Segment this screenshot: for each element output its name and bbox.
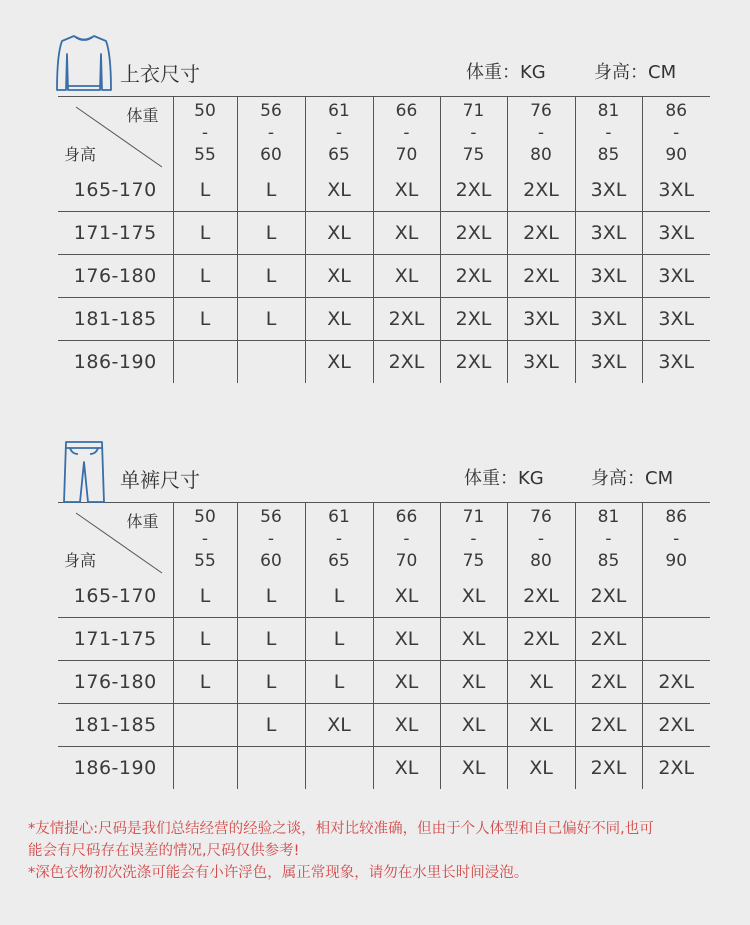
size-cell: XL [305, 169, 373, 212]
corner-weight-label: 体重 [126, 512, 159, 531]
size-cell: L [305, 618, 373, 661]
height-range-cell: 181-185 [58, 298, 173, 341]
range-dash: - [201, 123, 209, 143]
weight-range-min: 81 [597, 101, 620, 121]
size-cell: XL [373, 618, 440, 661]
wash-note: *深色衣物初次洗涤可能会有小许浮色，属正常现象，请勿在水里长时间浸泡。 [28, 865, 529, 881]
weight-range-header [507, 503, 575, 576]
top-size-header [0, 28, 750, 96]
size-cell: XL [507, 747, 575, 790]
weight-range-header [237, 97, 305, 170]
height-range-cell: 176-180 [58, 255, 173, 298]
size-cell: L [237, 212, 305, 255]
size-cell: 2XL [507, 212, 575, 255]
size-cell: 2XL [440, 212, 507, 255]
weight-range-max: 55 [194, 551, 216, 571]
size-cell: L [237, 618, 305, 661]
range-dash: - [267, 123, 275, 143]
size-cell: L [173, 255, 237, 298]
size-cell [642, 618, 710, 661]
size-cell: 2XL [642, 747, 710, 790]
table-row [58, 298, 710, 341]
size-cell: 3XL [642, 341, 710, 384]
weight-range-max: 55 [194, 145, 216, 165]
top-size-table [58, 96, 710, 383]
size-cell [642, 575, 710, 618]
size-cell: 2XL [575, 618, 642, 661]
weight-range-header [373, 97, 440, 170]
weight-range-max: 90 [665, 145, 688, 165]
range-dash: - [335, 123, 343, 143]
size-cell: 2XL [575, 704, 642, 747]
size-cell: XL [373, 169, 440, 212]
weight-range-max: 75 [462, 145, 485, 165]
corner-weight-label: 体重 [126, 106, 159, 125]
size-cell: XL [440, 618, 507, 661]
weight-range-min: 71 [462, 507, 485, 527]
size-cell [305, 747, 373, 790]
weight-range-header [575, 97, 642, 170]
size-cell: 2XL [440, 341, 507, 384]
size-cell: 2XL [575, 575, 642, 618]
weight-range-header [642, 503, 710, 576]
weight-range-min: 86 [665, 507, 688, 527]
size-cell: XL [440, 575, 507, 618]
range-dash: - [673, 529, 680, 549]
weight-range-header [237, 503, 305, 576]
weight-range-header [173, 97, 237, 170]
size-cell: XL [440, 661, 507, 704]
size-cell: 2XL [373, 298, 440, 341]
size-cell: L [237, 169, 305, 212]
table-header-row [58, 503, 710, 576]
size-cell: XL [440, 747, 507, 790]
weight-range-min: 66 [395, 101, 418, 121]
table-row [58, 618, 710, 661]
range-dash: - [403, 529, 410, 549]
size-cell: L [173, 575, 237, 618]
size-cell: L [237, 704, 305, 747]
range-dash: - [335, 529, 343, 549]
size-cell: L [173, 212, 237, 255]
weight-range-max: 65 [328, 551, 350, 571]
size-cell: L [237, 255, 305, 298]
range-dash: - [470, 123, 477, 143]
size-cell: 3XL [575, 255, 642, 298]
size-cell: 3XL [575, 298, 642, 341]
size-cell: XL [507, 704, 575, 747]
weight-range-max: 70 [395, 145, 418, 165]
size-cell: 3XL [575, 169, 642, 212]
top-size-section [0, 28, 750, 383]
weight-range-min: 50 [194, 507, 216, 527]
weight-range-header [440, 97, 507, 170]
corner-cell [58, 503, 173, 576]
table-row [58, 341, 710, 384]
pants-size-section [0, 434, 750, 789]
size-cell: XL [305, 255, 373, 298]
size-cell [173, 704, 237, 747]
pants-size-header [0, 434, 750, 502]
height-range-cell: 186-190 [73, 757, 157, 779]
size-cell: XL [507, 661, 575, 704]
size-cell: L [173, 298, 237, 341]
size-cell [237, 747, 305, 790]
height-range-cell: 165-170 [58, 169, 173, 212]
height-unit-label: 身高：CM [594, 62, 677, 83]
size-cell: 3XL [507, 298, 575, 341]
height-range-cell: 181-185 [58, 704, 173, 747]
size-cell: XL [440, 704, 507, 747]
size-note-line-1: *友情提心:尺码是我们总结经营的经验之谈，相对比较准确，但由于个人体型和自己偏好不同,也可 [28, 821, 654, 837]
size-cell [237, 341, 305, 384]
size-cell: XL [305, 341, 373, 384]
size-cell: XL [373, 575, 440, 618]
size-note-line-2: 能会有尺码存在误差的情况,尺码仅供参考! [28, 843, 300, 859]
height-unit-label: 身高：CM [591, 468, 674, 489]
range-dash: - [673, 123, 680, 143]
size-cell: XL [373, 747, 440, 790]
weight-range-min: 81 [597, 507, 620, 527]
range-dash: - [537, 123, 545, 143]
pants-icon [62, 440, 106, 508]
corner-cell [58, 97, 173, 170]
table-row [58, 747, 710, 790]
weight-range-max: 60 [260, 551, 282, 571]
size-cell: L [173, 618, 237, 661]
size-cell: L [237, 661, 305, 704]
pants-size-table [58, 502, 710, 789]
weight-range-min: 56 [260, 101, 282, 121]
top-size-title: 上衣尺寸 [120, 62, 200, 86]
weight-range-min: 66 [395, 507, 418, 527]
weight-range-header [373, 503, 440, 576]
weight-range-min: 71 [462, 101, 485, 121]
weight-range-header [642, 97, 710, 170]
height-range-cell: 186-190 [73, 351, 157, 373]
size-cell: L [173, 169, 237, 212]
size-cell: 3XL [642, 212, 710, 255]
pants-size-title: 单裤尺寸 [120, 468, 200, 492]
size-cell: XL [373, 661, 440, 704]
size-cell: XL [373, 255, 440, 298]
size-cell: 3XL [507, 341, 575, 384]
table-row [58, 704, 710, 747]
weight-range-max: 85 [597, 551, 620, 571]
size-cell: 2XL [507, 575, 575, 618]
range-dash: - [537, 529, 545, 549]
height-range-cell: 176-180 [58, 661, 173, 704]
size-cell: L [237, 575, 305, 618]
table-row [58, 169, 710, 212]
weight-range-min: 61 [328, 101, 350, 121]
weight-range-header [507, 97, 575, 170]
range-dash: - [605, 529, 612, 549]
size-cell: XL [373, 704, 440, 747]
weight-range-header [305, 503, 373, 576]
weight-range-header [440, 503, 507, 576]
size-cell: 3XL [642, 255, 710, 298]
size-cell: 2XL [642, 661, 710, 704]
weight-range-min: 56 [260, 507, 282, 527]
range-dash: - [201, 529, 209, 549]
size-cell: XL [305, 212, 373, 255]
weight-range-max: 80 [530, 145, 552, 165]
weight-range-header [173, 503, 237, 576]
size-cell: 3XL [575, 212, 642, 255]
size-cell: 3XL [642, 298, 710, 341]
weight-unit-label: 体重：KG [466, 62, 546, 83]
weight-range-min: 50 [194, 101, 216, 121]
size-cell: L [237, 298, 305, 341]
weight-range-max: 75 [462, 551, 485, 571]
table-row [58, 255, 710, 298]
size-cell: XL [373, 212, 440, 255]
range-dash: - [605, 123, 612, 143]
weight-range-max: 80 [530, 551, 552, 571]
height-range-cell: 171-175 [58, 618, 173, 661]
weight-range-max: 65 [328, 145, 350, 165]
range-dash: - [403, 123, 410, 143]
weight-range-max: 90 [665, 551, 688, 571]
size-cell: L [173, 661, 237, 704]
table-row [58, 661, 710, 704]
weight-range-max: 70 [395, 551, 418, 571]
size-cell: 3XL [575, 341, 642, 384]
weight-range-header [575, 503, 642, 576]
care-notes [28, 818, 728, 884]
size-cell: 2XL [575, 747, 642, 790]
height-range-cell: 165-170 [58, 575, 173, 618]
size-cell: L [305, 575, 373, 618]
size-cell: 2XL [642, 704, 710, 747]
weight-range-header [305, 97, 373, 170]
corner-height-label: 身高 [64, 145, 97, 164]
size-cell [173, 747, 237, 790]
size-cell: 3XL [642, 169, 710, 212]
size-cell: 2XL [373, 341, 440, 384]
range-dash: - [470, 529, 477, 549]
height-range-cell: 171-175 [58, 212, 173, 255]
table-header-row [58, 97, 710, 170]
weight-range-min: 76 [530, 101, 552, 121]
size-cell: 2XL [440, 255, 507, 298]
size-cell [173, 341, 237, 384]
corner-height-label: 身高 [64, 551, 97, 570]
weight-range-max: 85 [597, 145, 620, 165]
size-cell: 2XL [507, 169, 575, 212]
weight-unit-label: 体重：KG [464, 468, 544, 489]
size-cell: 2XL [440, 298, 507, 341]
weight-range-min: 86 [665, 101, 688, 121]
size-cell: 2XL [507, 255, 575, 298]
weight-range-max: 60 [260, 145, 282, 165]
range-dash: - [267, 529, 275, 549]
table-row [58, 575, 710, 618]
size-cell: 2XL [575, 661, 642, 704]
size-cell: 2XL [507, 618, 575, 661]
size-cell: XL [305, 298, 373, 341]
table-row [58, 212, 710, 255]
size-cell: L [305, 661, 373, 704]
weight-range-min: 61 [328, 507, 350, 527]
size-cell: 2XL [440, 169, 507, 212]
sweater-icon [56, 32, 112, 98]
size-cell: XL [305, 704, 373, 747]
weight-range-min: 76 [530, 507, 552, 527]
